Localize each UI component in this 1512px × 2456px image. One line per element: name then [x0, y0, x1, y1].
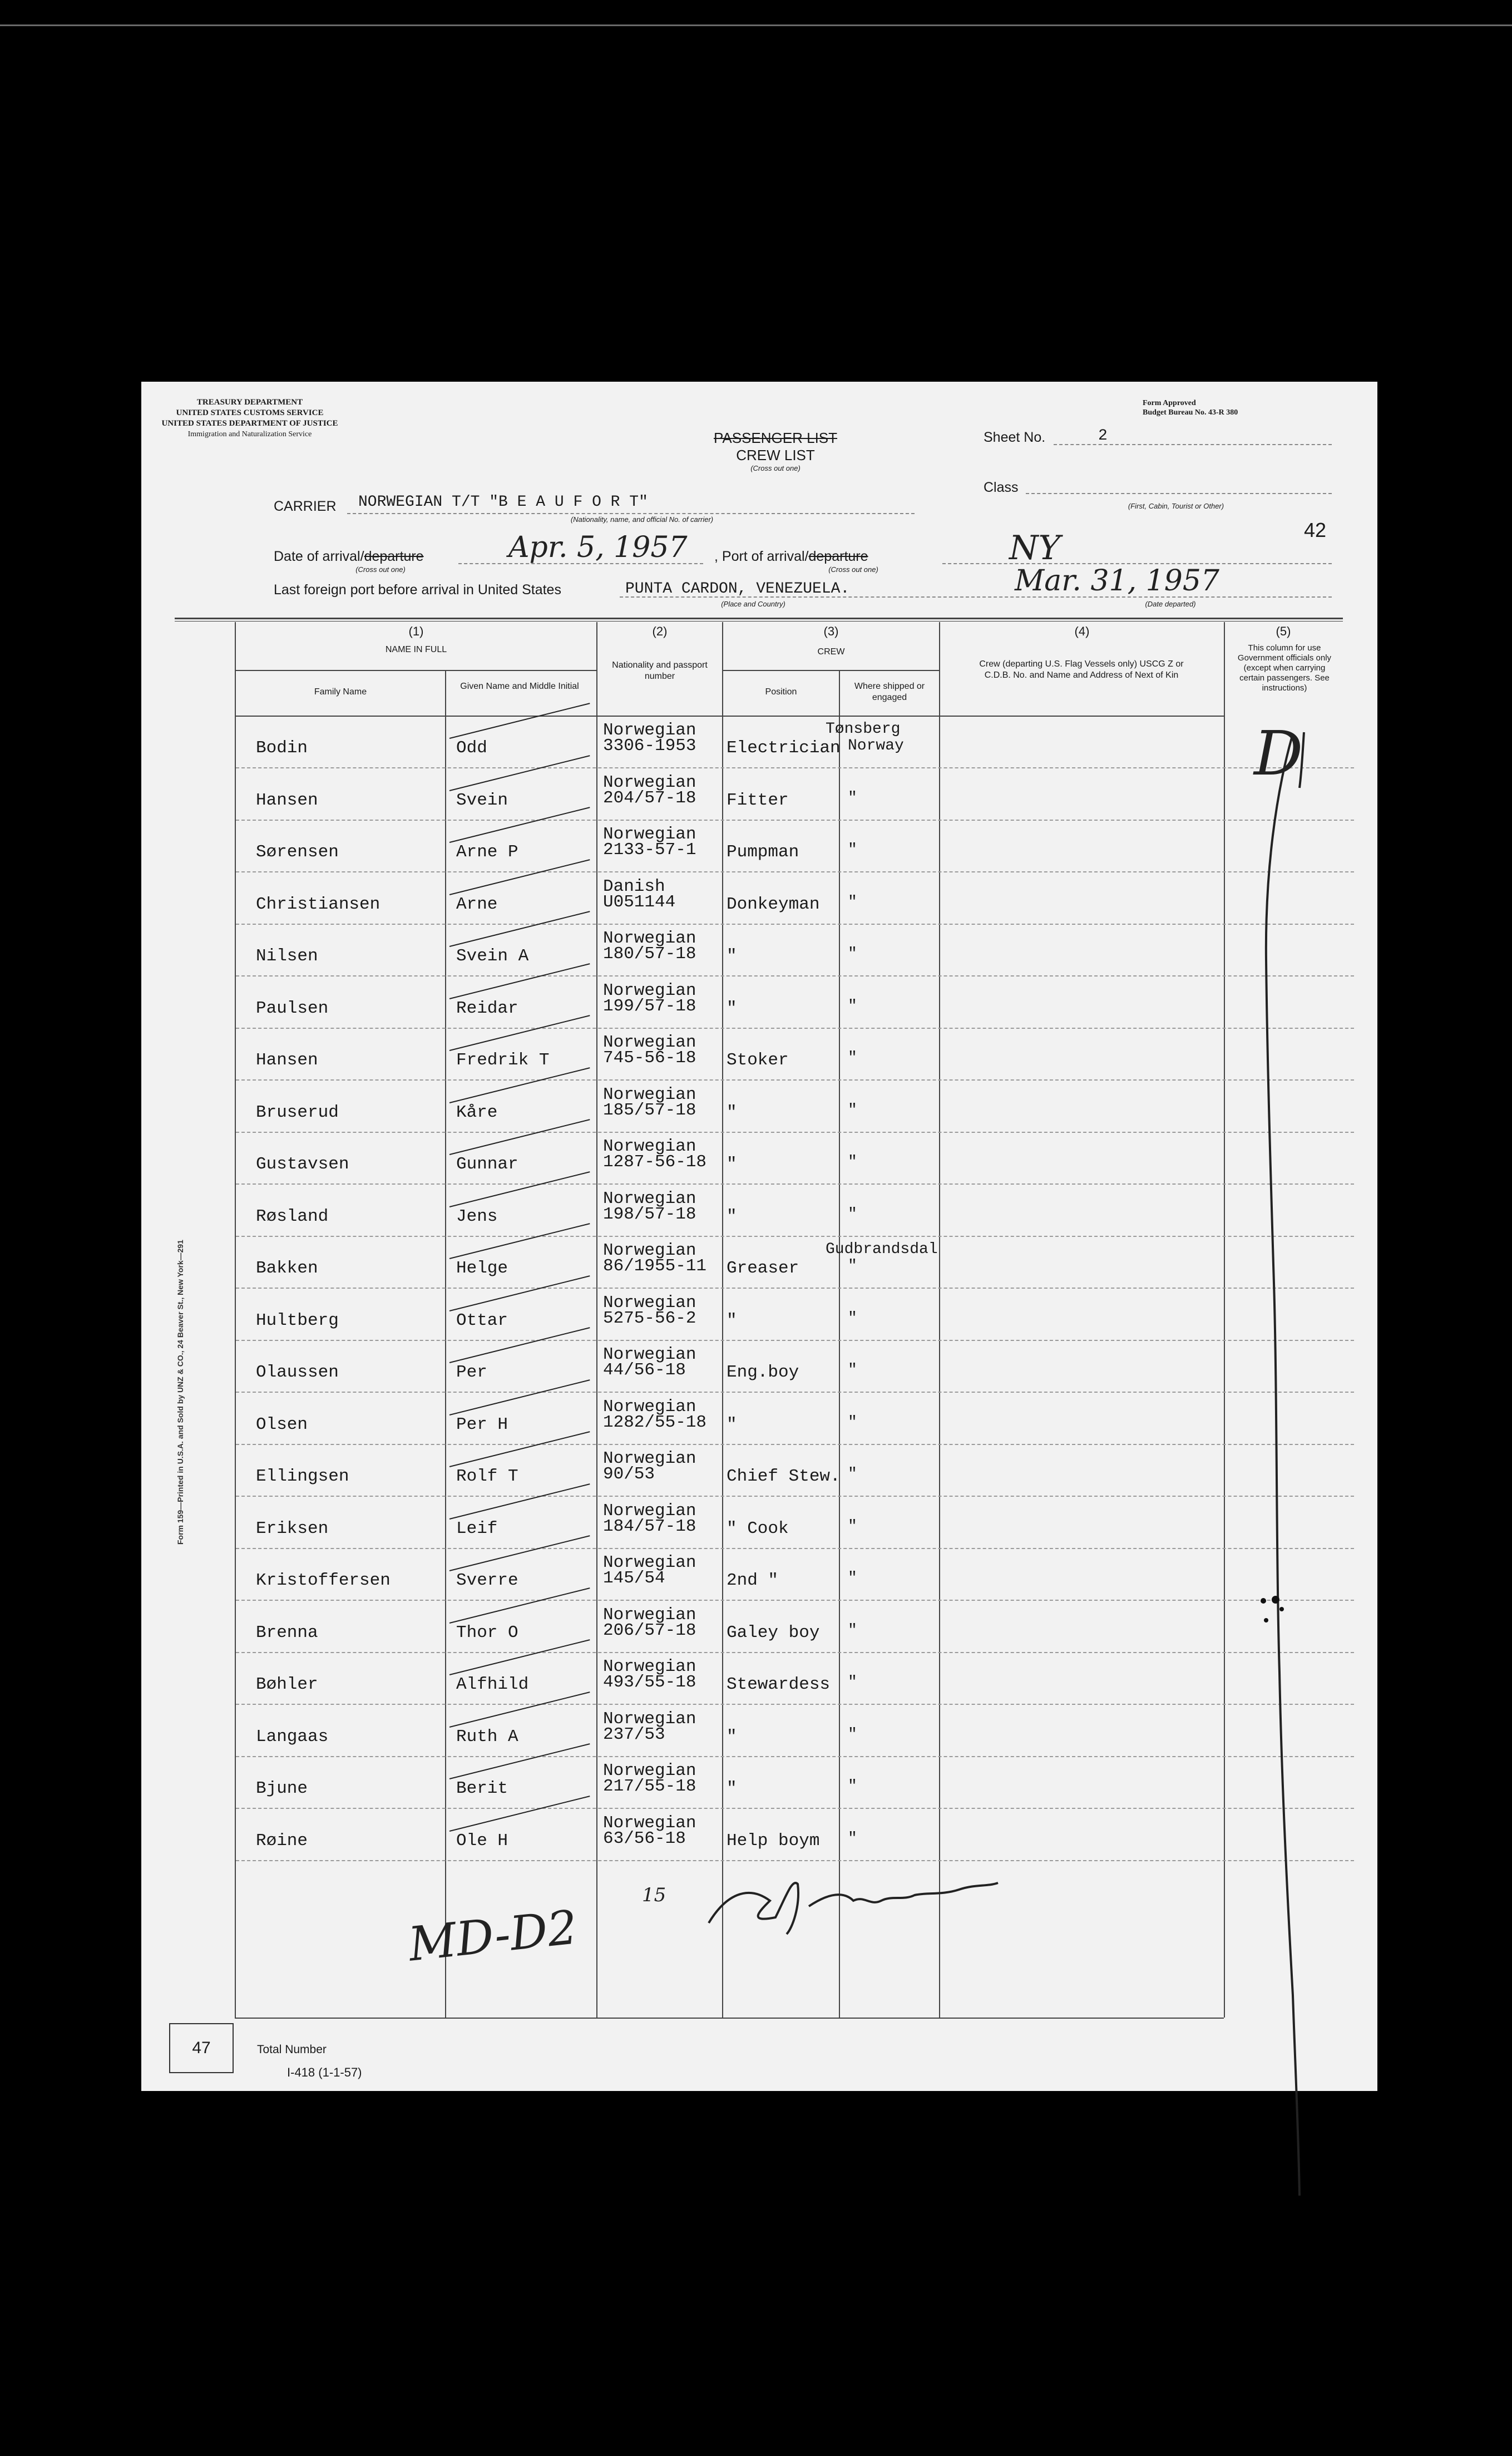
carrier-note: (Nationality, name, and official No. of carrier) [570, 515, 714, 524]
position: " Cook [727, 1518, 789, 1538]
col5-number: (5) [1276, 624, 1291, 638]
date-cross-note: (Cross out one) [355, 565, 406, 574]
col3-number: (3) [823, 624, 839, 638]
given-name: Svein A [456, 946, 529, 966]
cross-out-note: (Cross out one) [750, 464, 801, 472]
given-name: Ottar [456, 1310, 508, 1330]
form-approval [1143, 398, 1310, 417]
family-name: Gustavsen [256, 1155, 349, 1174]
position: " [727, 1155, 737, 1174]
passport-number: 185/57-18 [603, 1100, 696, 1120]
family-name: Bjune [256, 1779, 308, 1798]
given-name: Jens [456, 1206, 498, 1226]
nationality: Norwegian [603, 1033, 696, 1052]
position: Chief Stew. [727, 1467, 841, 1486]
where-shipped-line2: " [848, 1517, 857, 1535]
last-port-date-handwritten: Mar. 31, 1957 [1015, 564, 1220, 598]
passport-number: 2133-57-1 [603, 840, 696, 860]
given-name: Kåre [456, 1102, 498, 1122]
given-name: Fredrik T [456, 1051, 550, 1070]
family-name: Kristoffersen [256, 1571, 391, 1590]
form-number: I-418 (1-1-57) [287, 2065, 362, 2079]
last-port-label: Last foreign port before arrival in United States [274, 582, 561, 598]
passport-number: 745-56-18 [603, 1048, 696, 1068]
family-name: Bodin [256, 738, 308, 758]
arrival-port-handwritten: NY [1009, 529, 1061, 568]
given-name: Per [456, 1363, 487, 1382]
col3-where-header: Where shipped or engaged [854, 682, 925, 702]
crew-list-title: CREW LIST [736, 447, 815, 463]
total-number-label: Total Number [257, 2043, 327, 2056]
where-shipped-line2: " [848, 1362, 857, 1379]
given-name: Thor O [456, 1622, 518, 1643]
family-name: Sørensen [256, 842, 339, 862]
col4-title: Crew (departing U.S. Flag Vessels only) USCG Z or C.D.B. No. and Name and Address of Next of Kin [979, 659, 1184, 680]
where-shipped-line2: " [848, 1570, 857, 1587]
given-name: Berit [456, 1779, 508, 1798]
table-row [236, 1548, 1354, 1601]
arrival-date-handwritten: Apr. 5, 1957 [508, 531, 688, 564]
nationality: Norwegian [603, 1605, 696, 1625]
port-cross-note: (Cross out one) [828, 565, 878, 574]
nationality: Norwegian [603, 825, 696, 844]
table-row [236, 1184, 1354, 1237]
passport-number: 237/53 [603, 1724, 665, 1744]
position: Help boym [727, 1831, 820, 1851]
table-row [236, 1080, 1354, 1133]
family-name: Olaussen [256, 1363, 339, 1382]
position: " [727, 1310, 737, 1330]
family-name: Røine [256, 1831, 308, 1851]
table-row [236, 1652, 1354, 1705]
where-shipped-line2: " [848, 997, 857, 1015]
where-shipped-line2: " [848, 1101, 857, 1119]
position: Stewardess [727, 1675, 831, 1694]
table-row [236, 924, 1354, 977]
table-row [236, 716, 1354, 768]
passport-number: 5275-56-2 [603, 1308, 696, 1328]
nationality: Danish [603, 876, 665, 896]
position: Greaser [727, 1259, 799, 1278]
table-row [236, 1756, 1354, 1809]
passport-number: 1287-56-18 [603, 1152, 707, 1172]
table-row [236, 1392, 1354, 1445]
last-port-value: PUNTA CARDON, VENEZUELA. [625, 580, 850, 598]
nationality: Norwegian [603, 1345, 696, 1364]
col1-number: (1) [408, 624, 424, 638]
nationality: Norwegian [603, 1501, 696, 1521]
passport-number: 90/53 [603, 1464, 655, 1484]
nationality: Norwegian [603, 1709, 696, 1729]
col4-number: (4) [1074, 624, 1090, 638]
position: 2nd " [727, 1571, 779, 1590]
given-name: Rolf T [456, 1467, 518, 1486]
given-name: Svein [456, 790, 508, 810]
given-name: Ruth A [456, 1727, 518, 1747]
passport-number: 206/57-18 [603, 1620, 696, 1640]
where-shipped-line1: Gudbrandsdal [826, 1241, 938, 1258]
position: Galey boy [727, 1622, 820, 1643]
table-row [236, 1340, 1354, 1393]
family-name: Olsen [256, 1414, 308, 1434]
nationality: Norwegian [603, 1813, 696, 1833]
position: " [727, 1779, 737, 1798]
margin-number: 42 [1304, 519, 1327, 541]
where-shipped-line2: " [848, 1257, 857, 1275]
nationality: Norwegian [603, 1449, 696, 1468]
bottom-handwritten-code: MD-D2 [406, 1900, 580, 1972]
table-row [236, 872, 1354, 925]
form-approved-text: Form Approved [1143, 399, 1196, 407]
passenger-list-struck: PASSENGER LIST [713, 430, 838, 446]
table-row [236, 768, 1354, 821]
given-name: Sverre [456, 1571, 518, 1590]
passport-number: 198/57-18 [603, 1204, 696, 1224]
total-number-box: 47 [169, 2023, 234, 2073]
family-name: Langaas [256, 1727, 329, 1747]
where-shipped-line2: " [848, 1621, 857, 1639]
crew-list-form [141, 382, 1377, 2091]
passport-number: 204/57-18 [603, 788, 696, 808]
position: Pumpman [727, 842, 799, 862]
where-shipped-line2: " [848, 1829, 857, 1847]
position: Fitter [727, 790, 789, 810]
col5-handwritten-mark: D [1254, 718, 1303, 789]
nationality: Norwegian [603, 721, 696, 740]
nationality: Norwegian [603, 980, 696, 1000]
pen-strike-mark [449, 703, 590, 739]
nationality: Norwegian [603, 1293, 696, 1313]
col1-family-header: Family Name [314, 687, 367, 697]
family-name: Paulsen [256, 998, 329, 1018]
table-row [236, 820, 1354, 872]
class-label: Class [984, 480, 1019, 495]
family-name: Bakken [256, 1259, 318, 1278]
passport-number: 199/57-18 [603, 996, 696, 1016]
dept-customs: UNITED STATES CUSTOMS SERVICE [176, 408, 324, 417]
dept-treasury: TREASURY DEPARTMENT [196, 398, 303, 407]
family-name: Hansen [256, 1051, 318, 1070]
passport-number: 145/54 [603, 1569, 665, 1588]
position: " [727, 1102, 737, 1122]
where-shipped-line2: " [848, 1674, 857, 1691]
position: " [727, 1727, 737, 1747]
col5-vertical-scrawl [1232, 727, 1343, 2218]
passport-number: 63/56-18 [603, 1828, 686, 1848]
col2-title: Nationality and passport number [612, 660, 708, 681]
sheet-value: 2 [1098, 427, 1108, 445]
carrier-value: NORWEGIAN T/T "B E A U F O R T" [358, 494, 648, 511]
where-shipped-line2: " [848, 1049, 857, 1067]
col1-given-header: Given Name and Middle Initial [460, 682, 579, 691]
place-country-note: (Place and Country) [721, 600, 785, 608]
nationality: Norwegian [603, 929, 696, 948]
nationality: Norwegian [603, 1241, 696, 1260]
printer-side-text: Form 159—Printed in U.S.A. and Sold by UNZ & CO., 24 Beaver St., New York—291 [176, 1240, 185, 1545]
passport-number: 180/57-18 [603, 944, 696, 964]
nationality: Norwegian [603, 1137, 696, 1156]
position: Stoker [727, 1051, 789, 1070]
position: " [727, 946, 737, 966]
nationality: Norwegian [603, 772, 696, 792]
sheet-label: Sheet No. [984, 430, 1046, 445]
family-name: Hultberg [256, 1310, 339, 1330]
table-row [236, 1808, 1354, 1861]
department-block [158, 397, 342, 440]
passport-number: 44/56-18 [603, 1360, 686, 1380]
passport-number: 86/1955-11 [603, 1256, 707, 1276]
position: Eng.boy [727, 1363, 799, 1382]
where-shipped-line2: " [848, 1413, 857, 1431]
nationality: Norwegian [603, 1553, 696, 1572]
family-name: Brenna [256, 1622, 318, 1643]
where-shipped-line2: " [848, 841, 857, 859]
carrier-label: CARRIER [274, 499, 337, 514]
passport-number: 217/55-18 [603, 1777, 696, 1796]
col2-number: (2) [652, 624, 668, 638]
given-name: Odd [456, 738, 487, 758]
passport-number: 1282/55-18 [603, 1412, 707, 1432]
nationality: Norwegian [603, 1761, 696, 1781]
given-name: Leif [456, 1518, 498, 1538]
bottom-handwritten-number: 15 [642, 1884, 666, 1906]
family-name: Bøhler [256, 1675, 318, 1694]
nationality: Norwegian [603, 1657, 696, 1676]
family-name: Hansen [256, 790, 318, 810]
where-shipped-line2: " [848, 1778, 857, 1795]
list-title [681, 430, 870, 472]
table-row [236, 1444, 1354, 1497]
table-row [236, 1704, 1354, 1757]
col5-title: This column for use Government officials only (except when carrying certain passengers. See instructions) [1237, 643, 1332, 693]
position: Electrician [727, 738, 841, 758]
family-name: Røsland [256, 1206, 329, 1226]
where-shipped-line2: " [848, 945, 857, 963]
table-row [236, 1132, 1354, 1185]
dept-justice: UNITED STATES DEPARTMENT OF JUSTICE [161, 419, 338, 428]
where-shipped-line2: " [848, 1205, 857, 1223]
nationality: Norwegian [603, 1188, 696, 1209]
where-shipped-line2: " [848, 1309, 857, 1327]
position: Donkeyman [727, 894, 820, 914]
table-row [236, 1028, 1354, 1081]
where-shipped-line2: " [848, 1725, 857, 1743]
position: " [727, 1414, 737, 1434]
officer-signature [703, 1862, 1004, 1940]
table-row [236, 976, 1354, 1029]
date-departed-note: (Date departed) [1145, 600, 1196, 608]
family-name: Ellingsen [256, 1467, 349, 1486]
table-row [236, 1288, 1354, 1341]
nationality: Norwegian [603, 1084, 696, 1104]
passport-number: 3306-1953 [603, 736, 696, 756]
col3-title: CREW [817, 647, 845, 657]
passport-number: 493/55-18 [603, 1673, 696, 1692]
family-name: Nilsen [256, 946, 318, 966]
given-name: Helge [456, 1259, 508, 1278]
where-shipped-line1: Tønsberg [826, 721, 901, 738]
table-row [236, 1496, 1354, 1549]
where-shipped-line2: " [848, 893, 857, 911]
port-of-arrival-label: , Port of arrival/departure [714, 549, 868, 564]
where-shipped-line2: " [848, 1466, 857, 1483]
position: " [727, 998, 737, 1018]
family-name: Christiansen [256, 894, 381, 914]
given-name: Ole H [456, 1831, 508, 1851]
date-of-arrival-label: Date of arrival/departure [274, 549, 424, 564]
budget-bureau-text: Budget Bureau No. 43-R 380 [1143, 408, 1238, 417]
scan-top-edge [0, 24, 1512, 26]
passport-number: U051144 [603, 892, 676, 912]
given-name: Per H [456, 1414, 508, 1434]
given-name: Gunnar [456, 1155, 518, 1174]
family-name: Eriksen [256, 1518, 329, 1538]
where-shipped-line2: " [848, 1153, 857, 1171]
table-row [236, 1236, 1354, 1289]
where-shipped-line2: " [848, 789, 857, 807]
col1-title: NAME IN FULL [385, 645, 447, 654]
passport-number: 184/57-18 [603, 1516, 696, 1536]
ink-spots [1257, 1592, 1291, 1626]
position: " [727, 1206, 737, 1226]
given-name: Reidar [456, 998, 518, 1018]
given-name: Alfhild [456, 1675, 529, 1694]
class-note: (First, Cabin, Tourist or Other) [1128, 502, 1224, 510]
family-name: Bruserud [256, 1102, 339, 1122]
given-name: Arne P [456, 842, 518, 862]
where-shipped-line2: Norway [848, 737, 904, 754]
dept-ins: Immigration and Naturalization Service [187, 430, 312, 438]
given-name: Arne [456, 894, 498, 914]
table-row [236, 1600, 1354, 1653]
col3-position-header: Position [765, 687, 797, 697]
nationality: Norwegian [603, 1397, 696, 1417]
